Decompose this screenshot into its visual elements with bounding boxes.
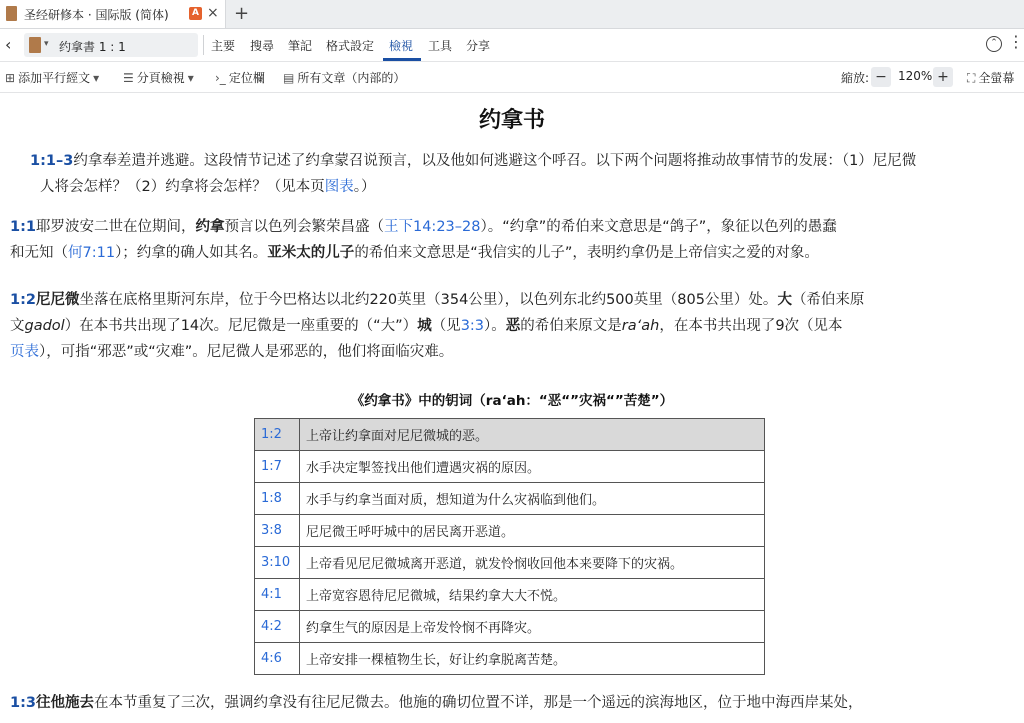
tab-bar <box>0 0 1024 29</box>
zoom-out-button[interactable]: − <box>871 67 891 87</box>
resource-badge-icon: A <box>189 7 202 20</box>
page-title: 约拿书 <box>478 108 545 133</box>
divider <box>203 35 204 55</box>
add-tab-icon[interactable]: + <box>234 3 250 24</box>
verse-link[interactable]: 4:1 <box>255 579 300 611</box>
close-icon[interactable]: × <box>207 5 219 21</box>
table-cell: 上帝宽容恩待尼尼微城，结果约拿大大不悦。 <box>300 579 765 611</box>
fullscreen-button[interactable] <box>967 69 1014 86</box>
note-text: ）。“约拿”的希伯来文意思是“鸽子”，象征以色列的愚蠢 <box>480 219 837 235</box>
table-row <box>255 547 765 579</box>
all-articles-label: 所有文章（内部的） <box>297 71 406 85</box>
cross-ref-link[interactable]: 王下14:23–28 <box>383 219 481 235</box>
tab-view[interactable]: 檢視 <box>389 39 414 53</box>
zoom-value: 120% <box>898 69 933 83</box>
table-link[interactable]: 页表 <box>10 344 39 360</box>
table-row <box>255 515 765 547</box>
note-text: 的希伯来原文是 <box>520 318 622 334</box>
table-cell: 约拿生气的原因是上帝发怜悯不再降灾。 <box>300 611 765 643</box>
note-1-3 <box>10 690 1024 716</box>
keyword: 往他施去 <box>35 695 94 711</box>
locate-icon: ›_ <box>215 71 226 85</box>
keyword: 亚米太的儿子 <box>267 245 355 261</box>
list-icon: ☰ <box>123 71 134 85</box>
transliteration: gadol <box>24 318 65 334</box>
table-row <box>255 643 765 675</box>
book-icon <box>6 6 17 21</box>
note-text: （希伯来原 <box>791 292 865 308</box>
document-content <box>0 93 1024 723</box>
table-cell: 上帝安排一棵植物生长，好让约拿脱离苦楚。 <box>300 643 765 675</box>
article-icon: ▤ <box>283 71 295 85</box>
table-cell: 水手与约拿当面对质，想知道为什么灾祸临到他们。 <box>300 483 765 515</box>
cross-ref-link[interactable]: 何7:11 <box>68 245 116 261</box>
zoom-label: 縮放: <box>841 71 870 85</box>
note-text: ，在本书共出现了9次（见本 <box>659 318 843 334</box>
chevron-down-icon: ▾ <box>93 71 100 85</box>
keyword: 大 <box>777 292 792 308</box>
note-text: ）在本书共出现了14次。尼尼微是一座重要的（“大”） <box>64 318 418 334</box>
note-text: ）。 <box>484 318 506 334</box>
tab-tools[interactable]: 工具 <box>428 39 453 53</box>
keyword: 恶 <box>505 318 521 334</box>
chevron-down-icon: ▾ <box>187 71 194 85</box>
reference-selector[interactable] <box>24 33 198 57</box>
verse-link[interactable]: 1:2 <box>10 292 36 308</box>
keyword: 尼尼微 <box>35 292 80 308</box>
verse-link[interactable]: 4:2 <box>255 611 300 643</box>
note-text: 和无知（ <box>10 245 68 261</box>
more-icon[interactable]: ⋮ <box>1008 32 1024 51</box>
tab-title: 圣经研修本 · 国际版 (简体) <box>24 8 169 22</box>
document-tab[interactable] <box>0 0 226 28</box>
verse-link[interactable]: 4:6 <box>255 643 300 675</box>
keyword-table <box>254 418 765 675</box>
verse-link[interactable]: 1:1–3 <box>30 153 74 169</box>
chevron-down-icon: ▾ <box>44 39 49 49</box>
keyword: 约拿 <box>195 219 225 235</box>
note-text: 在本节重复了三次，强调约拿没有往尼尼微去。他施的确切位置不详，那是一个遥远的滨海地区，位于地中海西岸某处， <box>93 695 863 711</box>
add-parallel-icon: ⊞ <box>5 71 16 85</box>
table-cell: 上帝看见尼尼微城离开恶道，就发怜悯收回他本来要降下的灾祸。 <box>300 547 765 579</box>
book-icon <box>29 37 41 53</box>
table-row <box>255 611 765 643</box>
intro-paragraph <box>30 148 1020 200</box>
intro-text: 人将会怎样？（2）约拿将会怎样？（见本页 <box>40 179 325 195</box>
view-toolbar <box>0 62 1024 93</box>
table-title: 《约拿书》中的钥词（ra‘ah：“恶“”灾祸“”苦楚”） <box>350 393 674 409</box>
table-cell: 尼尼微王呼吁城中的居民离开恶道。 <box>300 515 765 547</box>
fullscreen-icon: ⛶ <box>967 71 976 85</box>
transliteration: ra‘ah <box>621 318 660 334</box>
add-parallel-label: 添加平行經文 <box>18 71 91 85</box>
table-row <box>255 579 765 611</box>
intro-text: 。） <box>353 179 376 195</box>
back-icon[interactable]: ‹ <box>5 35 12 54</box>
verse-link[interactable]: 1:1 <box>10 219 36 235</box>
locate-button[interactable] <box>215 69 265 86</box>
intro-text: 约拿奉差遣并逃避。这段情节记述了约拿蒙召说预言，以及他如何逃避这个呼召。以下两个问题将推动故事情节的发展：（1）尼尼微 <box>73 153 917 169</box>
verse-link[interactable]: 3:8 <box>255 515 300 547</box>
reference-input[interactable]: 约拿書 1 : 1 <box>59 40 126 54</box>
fullscreen-label: 全螢幕 <box>978 71 1015 85</box>
note-text: 的希伯来文意思是“我信实的儿子”，表明约拿仍是上帝信实之爱的对象。 <box>354 245 819 261</box>
cross-ref-link[interactable]: 3:3 <box>460 318 485 334</box>
note-text: 耶罗波安二世在位期间， <box>35 219 196 235</box>
verse-link[interactable]: 1:7 <box>255 451 300 483</box>
note-text: 预言以色列会繁荣昌盛（ <box>224 219 384 235</box>
active-tab-indicator <box>383 58 421 61</box>
table-cell: 上帝让约拿面对尼尼微城的恶。 <box>300 419 765 451</box>
verse-link[interactable]: 1:2 <box>255 419 300 451</box>
tab-notes[interactable]: 筆記 <box>288 39 313 53</box>
note-text: 坐落在底格里斯河东岸，位于今巴格达以北约220英里（354公里），以色列东北约500英里（805公里）处。 <box>79 292 778 308</box>
tab-share[interactable]: 分享 <box>466 39 491 53</box>
table-row <box>255 483 765 515</box>
locate-label: 定位欄 <box>228 71 265 85</box>
tab-main[interactable]: 主要 <box>211 39 236 53</box>
table-row <box>255 419 765 451</box>
chevron-up-icon[interactable]: ⌃ <box>986 36 1002 52</box>
tab-search[interactable]: 搜尋 <box>250 39 275 53</box>
paged-view-label: 分頁檢視 <box>136 71 185 85</box>
zoom-in-button[interactable]: + <box>933 67 953 87</box>
verse-link[interactable]: 3:10 <box>255 547 300 579</box>
note-text: ）；约拿的确人如其名。 <box>115 245 268 261</box>
chart-link[interactable]: 图表 <box>324 179 354 195</box>
note-1-1 <box>10 214 1020 266</box>
paged-view-button[interactable] <box>123 69 197 86</box>
keyword: 城 <box>417 318 432 334</box>
note-1-2 <box>10 287 1020 365</box>
note-text: （见 <box>431 318 461 334</box>
note-text: ），可指“邪恶”或“灾难”。尼尼微人是邪恶的，他们将面临灾难。 <box>39 344 454 360</box>
all-articles-button[interactable] <box>283 69 405 86</box>
table-cell: 水手决定掣签找出他们遭遇灾祸的原因。 <box>300 451 765 483</box>
verse-link[interactable]: 1:8 <box>255 483 300 515</box>
nav-bar <box>0 29 1024 62</box>
add-parallel-button[interactable] <box>5 69 102 86</box>
note-text: 文 <box>10 318 25 334</box>
table-row <box>255 451 765 483</box>
verse-link[interactable]: 1:3 <box>10 695 36 711</box>
tab-format[interactable]: 格式設定 <box>326 39 375 53</box>
